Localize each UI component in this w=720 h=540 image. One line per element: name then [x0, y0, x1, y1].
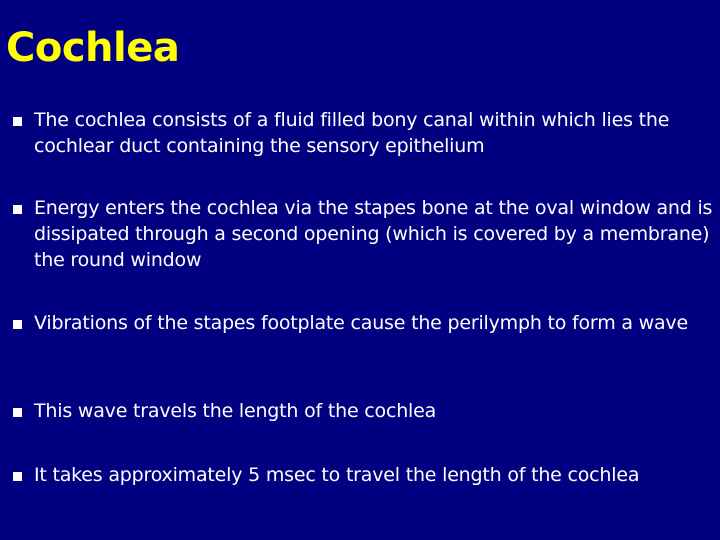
bullet-text: Vibrations of the stapes footplate cause the perilymph to form a wave [34, 312, 688, 334]
square-bullet-icon [13, 408, 22, 417]
slide-title: Cochlea [6, 25, 180, 71]
bullet-text: Energy enters the cochlea via the stapes bone at the oval window and is dissipated through a second opening (which is covered by a membrane) the round window [34, 197, 713, 271]
square-bullet-icon [13, 320, 22, 329]
bullet-text: The cochlea consists of a fluid filled bony canal within which lies the cochlear duct containing the sensory epithelium [34, 109, 670, 157]
bullet-text: This wave travels the length of the cochlea [34, 400, 437, 422]
square-bullet-icon [13, 117, 22, 126]
square-bullet-icon [13, 472, 22, 481]
square-bullet-icon [13, 205, 22, 214]
bullet-text: It takes approximately 5 msec to travel the length of the cochlea [34, 464, 640, 486]
